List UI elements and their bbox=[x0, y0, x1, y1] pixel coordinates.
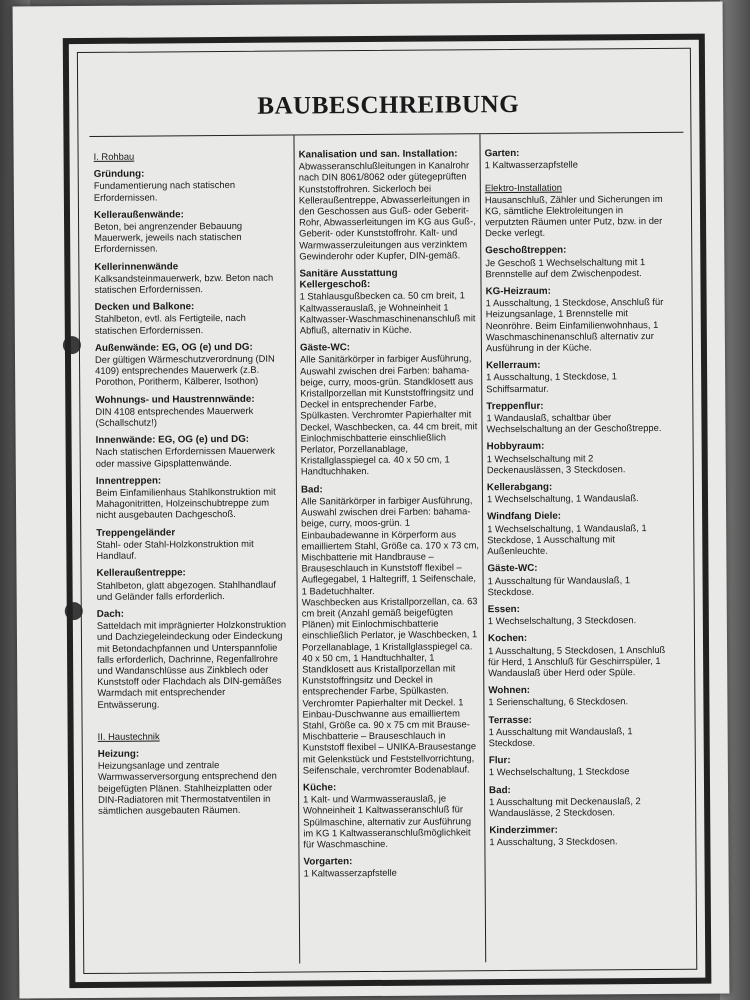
item-text: 1 Kalt- und Warmwasserauslaß, je Wohneinheit 1 Kaltwasseranschluß für Spülmaschine, alternativ zur Ausführung im KG 1 Kaltwasseranschlußmöglichkeit für Waschmaschine. bbox=[303, 792, 472, 850]
item-text: Stahlbeton, evtl. als Fertigteile, nach statischen Erfordernissen. bbox=[94, 312, 246, 336]
item-heading: Küche: bbox=[302, 782, 337, 794]
item-text: Heizungsanlage und zentrale Warmwasserversorgung entsprechend den beigefügten Plänen. Stahlheizplatten oder DIN-Radiatoren mit Thermostatventilen in sämtlichen ausgebauten Räumen. bbox=[97, 759, 277, 816]
item-heading: Terrasse: bbox=[488, 714, 532, 726]
item-text: 1 Serienschaltung, 6 Steckdosen. bbox=[488, 695, 629, 708]
item-text: 1 Kaltwasserzapfstelle bbox=[303, 867, 397, 879]
item-heading: Bad: bbox=[300, 484, 323, 496]
item-heading: Kelleraußentreppe: bbox=[96, 567, 186, 580]
item-heading: Kellergeschoß: bbox=[299, 279, 371, 291]
item-text: 1 Wechselschaltung, 1 Wandauslaß. bbox=[486, 492, 639, 505]
item-text: 1 Ausschaltung, 1 Steckdose, Anschluß für Heizungsanlage, 1 Brennstelle mit Neonröhre. Beim Einfamilienwohnhaus, 1 Waschmaschinenanschluß alternativ zur Ausführung in der Küche. bbox=[485, 296, 664, 354]
item-heading: Innentreppen: bbox=[95, 475, 162, 487]
item-text: Je Geschoß 1 Wechselschaltung mit 1 Brennstelle auf dem Zwischenpodest. bbox=[485, 255, 646, 280]
item-heading: Vorgarten: bbox=[303, 856, 353, 868]
item-heading: Flur: bbox=[488, 755, 511, 767]
item-heading: Gäste-WC: bbox=[487, 563, 538, 575]
item-text: 1 Wandauslaß, schaltbar über Wechselschaltung an der Geschoßtreppe. bbox=[486, 411, 662, 435]
item-heading: KG-Heizraum: bbox=[485, 285, 551, 298]
section-heading: Elektro-Installation bbox=[484, 182, 562, 194]
item-text: Stahl- oder Stahl-Holzkonstruktion mit Handlauf. bbox=[96, 537, 254, 562]
item-heading: Kellerinnenwände bbox=[94, 260, 179, 273]
item-heading: Gäste-WC: bbox=[299, 342, 351, 354]
item-text: 1 Ausschaltung für Wandauslaß, 1 Steckdose. bbox=[487, 573, 631, 597]
item-heading: Windfang Diele: bbox=[487, 511, 562, 523]
item-text: Waschbecken aus Kristallporzellan, ca. 63 cm breit (Anzahl gemäß beigefügten Plänen) mit Einlochmischbatterie einschließlich Perlator, je Waschbecken, 1 Porzellanablage, 1 Kristallglasspiegel ca. 40 x 50 cm, 1 Handtuchhalter, 1 Standklosett aus Kristallporzellan mit Kunststoffringsitz und Deckel in entsprechender Farbe, Spülkasten. bbox=[301, 594, 478, 697]
item-text: Verchromter Papierhalter mit Deckel. 1 Einbau-Duschwanne aus emailliertem Stahl, Größe ca. 90 x 75 cm mit Brause-Mischbatterie – Brauseschlauch in Kunststoff flexibel – UNIKA-Brausestange mit Gelenkstück und Feststellvorrichtung, Seifenschale, verchromter Bodenablauf. bbox=[302, 695, 477, 776]
item-heading: Treppenflur: bbox=[486, 400, 544, 413]
item-text: Nach statischen Erfordernissen Mauerwerk oder massive Gipsplattenwände. bbox=[95, 445, 275, 469]
column-elektro bbox=[479, 133, 669, 962]
item-text: Alle Sanitärkörper in farbiger Ausführung, Auswahl zwischen drei Farben: bahama-beige, curry, moos-grün. 1 Einbaubadewanne in Körperform aus emailliertem Stahl, Größe ca. 170 x 73 cm, Mischbatterie mit Handbrause – Brauseschlauch in Kunststoff flexibel – Auflegegabel, 1 Haltegriff, 1 Seifenschale, 1 Badetuchhalter. bbox=[300, 494, 480, 597]
item-heading: Sanitäre Ausstattung bbox=[299, 267, 398, 280]
section-heading: II. Haustechnik bbox=[97, 730, 160, 742]
item-text: Hausanschluß, Zähler und Sicherungen im KG, sämtliche Elektroleitungen in verputzten Räumen unter Putz, bzw. in der Decke verlegt. bbox=[484, 192, 663, 239]
item-heading: Kinderzimmer: bbox=[489, 824, 558, 837]
item-heading: Wohnen: bbox=[488, 685, 531, 697]
item-text: Abwasseranschlußleitungen in Kanalrohr nach DIN 8061/8062 oder gütegeprüften Kunststoffrohren. Sickerloch bei Kelleraußentreppe, Abwasserleitungen in den Geschossen aus Guß- oder Geberit-Rohr, Abwasserleitungen im KG aus Guß-, Geberit- oder Kunststoffrohr. Kalt- und Warmwasserzuleitungen aus verzinktem Gewinderohr oder Kupfer, DIN-gemäß. bbox=[298, 159, 476, 262]
item-text: 1 Wechselschaltung, 1 Steckdose bbox=[488, 765, 630, 778]
item-heading: Essen: bbox=[487, 603, 520, 616]
item-heading: Dach: bbox=[96, 608, 125, 620]
item-text: DIN 4108 entsprechendes Mauerwerk (Schallschutz!) bbox=[95, 404, 254, 428]
document-page bbox=[13, 2, 730, 999]
item-heading: Hobbyraum: bbox=[486, 441, 545, 453]
item-heading: Kanalisation und san. Installation: bbox=[298, 148, 458, 161]
item-text: 1 Stahlausgußbecken ca. 50 cm breit, 1 Kaltwasserauslaß, je Wohneinheit 1 Kaltwasser-Waschmaschinenanschluß mit Abfluß, alternativ in Küche. bbox=[299, 289, 476, 336]
item-heading: Decken und Balkone: bbox=[94, 301, 195, 314]
item-text: Beim Einfamilienhaus Stahlkonstruktion mit Mahagonitritten, Holzeinschubtreppe zum nicht ausgebauten Dachgeschoß. bbox=[95, 485, 276, 521]
item-heading: Bad: bbox=[488, 784, 511, 796]
item-text: 1 Wechselschaltung, 3 Steckdosen. bbox=[487, 614, 637, 627]
item-text: 1 Ausschaltung mit Wandauslaß, 1 Steckdose. bbox=[488, 724, 633, 749]
column-rohbau bbox=[93, 136, 291, 965]
item-heading: Kelleraußenwände: bbox=[93, 209, 184, 221]
item-heading: Geschoßtreppen: bbox=[485, 245, 567, 257]
section-heading: I. Rohbau bbox=[93, 150, 135, 162]
item-text: 1 Wechselschaltung, 1 Wandauslaß, 1 Steckdose, 1 Ausschaltung mit Außenleuchte. bbox=[487, 521, 647, 557]
document-title: BAUBESCHREIBUNG bbox=[257, 90, 520, 120]
item-heading: Garten: bbox=[484, 147, 520, 160]
item-text: 1 Ausschaltung, 1 Steckdose, 1 Schiffsarmatur. bbox=[486, 370, 618, 394]
column-installation bbox=[293, 134, 483, 963]
item-heading: Wohnungs- und Haustrennwände: bbox=[95, 393, 255, 406]
item-text: Der gültigen Wärmeschutzverordnung (DIN 4109) entsprechendes Mauerwerk (z.B. Porothon, Poritherm, Kälberer, Isothon) bbox=[94, 352, 275, 388]
item-text: Beton, bei angrenzender Bebauung Mauerwerk, jeweils nach statischen Erfordernissen. bbox=[94, 219, 243, 255]
item-text: 1 Kaltwasserzapfstelle bbox=[484, 158, 578, 171]
item-text: Alle Sanitärkörper in farbiger Ausführung, Auswahl zwischen drei Farben: bahama-beige, curry, moos-grün. Standklosett aus Kristallporzellan mit Kunststoffringsitz und Deckel in entsprechender Farbe, Spülkasten. Verchromter Papierhalter mit Deckel, Waschbecken, ca. 44 cm breit, mit Einlochmischbatterie einschließlich Perlator, Porzellanablage, Kristallglasspiegel ca. 40 x 50 cm, 1 Handtuchhaken. bbox=[299, 352, 478, 477]
item-heading: Gründung: bbox=[93, 168, 145, 181]
item-text: 1 Ausschaltung, 3 Steckdosen. bbox=[489, 835, 618, 848]
item-heading: Kochen: bbox=[487, 633, 528, 645]
item-heading: Innenwände: EG, OG (e) und DG: bbox=[95, 434, 250, 447]
item-text: Stahlbeton, glatt abgezogen. Stahlhandlauf und Geländer falls erforderlich. bbox=[96, 578, 276, 602]
item-text: Fundamentierung nach statischen Erfordernissen. bbox=[93, 179, 236, 203]
item-heading: Kellerabgang: bbox=[486, 481, 553, 494]
item-text: 1 Wechselschaltung mit 2 Deckenauslässen, 3 Steckdosen. bbox=[486, 452, 626, 476]
item-text: 1 Ausschaltung, 5 Steckdosen, 1 Anschluß für Herd, 1 Anschluß für Geschirrspüler, 1 Wandauslaß über Herd oder Spüle. bbox=[488, 643, 666, 679]
item-heading: Heizung: bbox=[97, 748, 140, 760]
item-text: 1 Ausschaltung mit Deckenauslaß, 2 Wandauslässe, 2 Steckdosen. bbox=[489, 794, 641, 819]
item-heading: Außenwände: EG, OG (e) und DG: bbox=[94, 341, 253, 354]
item-text: Satteldach mit imprägnierter Holzkonstruktion und Dachziegeleindeckung oder Eindeckung mit Betondachpfannen und Unterspannfolie falls erforderlich, Dachrinne, Regenfallrohre und Wandanschlüsse aus Zinkblech oder Kunststoff oder Flachdach als DIN-gemäßes Warmdach mit entsprechender Entwässerung. bbox=[96, 618, 287, 710]
item-heading: Kellerraum: bbox=[486, 360, 541, 372]
item-text: Kalksandsteinmauerwerk, bzw. Beton nach statischen Erfordernissen. bbox=[94, 271, 274, 295]
item-heading: Treppengeländer bbox=[96, 527, 176, 539]
content-grid bbox=[89, 132, 689, 965]
